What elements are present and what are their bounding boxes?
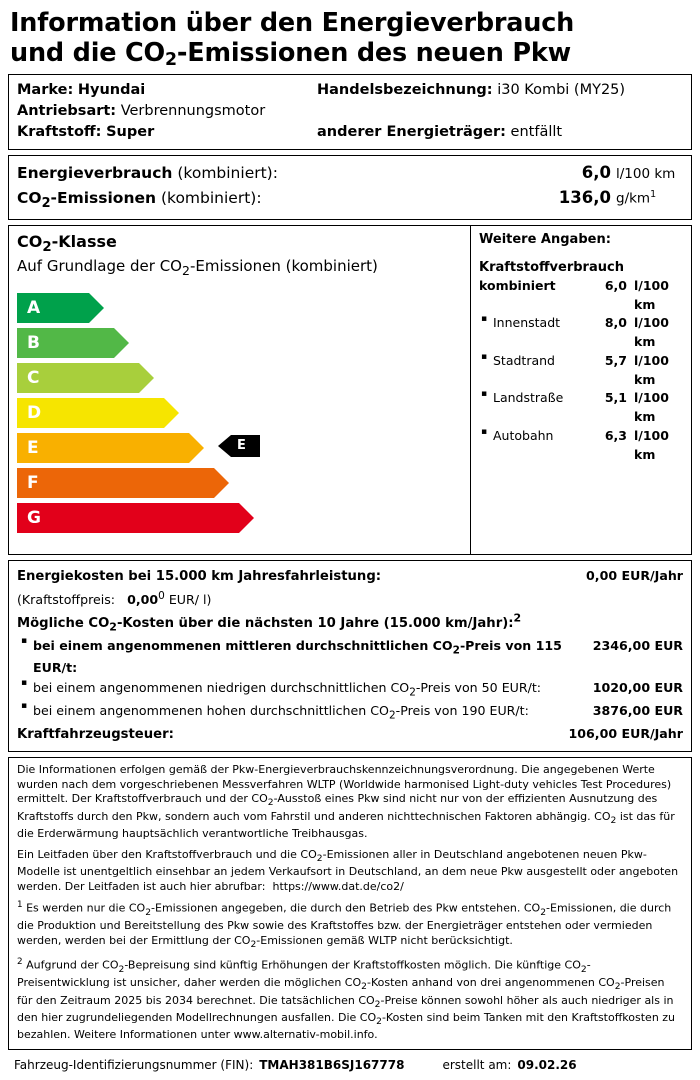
co2-class-bar-shape-g	[17, 503, 239, 533]
legal-p4-sub4: 2	[614, 981, 621, 993]
legal-p1-sub1: 2	[267, 797, 274, 809]
co2-emissionen-label-sub: 2	[41, 196, 51, 212]
legal-p4-c: -Preisentwicklung ist unsicher, daher werden die möglichen CO	[17, 958, 591, 990]
legal-p4-b: -Bepreisung sind künftig Erhöhungen der Kraftstoffkosten möglich. Die künftige CO	[124, 958, 581, 972]
moegliche-label-a: Mögliche CO	[17, 615, 110, 631]
legal-p3-sup: 1	[17, 900, 23, 911]
further-details	[471, 226, 691, 554]
co2-class-bar-shape-d	[17, 398, 164, 428]
page-title-line1: Information über den Energieverbrauch	[10, 8, 575, 38]
co2-class-scale	[9, 226, 471, 554]
scenario-label: ▪ bei einem angenommenen hohen durchschnittlichen $CO_2$-Preis von 190 EUR/t:	[17, 701, 593, 724]
co2-class-title-b: -Klasse	[51, 232, 117, 252]
co2-unit-footnote: 1	[650, 189, 657, 201]
marke-value: Hyundai	[77, 82, 146, 99]
fuel-row-autobahn	[479, 427, 685, 465]
scenario-label: ▪ bei einem angenommenen niedrigen durchschnittlichen $CO_2$-Preis von 50 EUR/t:	[17, 678, 593, 701]
legal-p1-c: ist das für die Erderwärmung hauptsächlich verantwortliche Treibhausgas.	[17, 809, 675, 840]
legal-paragraph-1	[17, 763, 683, 842]
fuel-row-label: ▪ Autobahn	[479, 427, 593, 465]
co2-price-scenarios	[17, 636, 683, 724]
co2-class-subtitle-sub: 2	[182, 262, 190, 278]
legal-paragraph-2	[17, 848, 683, 895]
co2-class-block	[8, 225, 692, 555]
fuel-row-unit: l/100 km	[634, 315, 669, 350]
fuel-row-unit: l/100 km	[634, 390, 669, 425]
co2-class-title-a: CO	[17, 232, 43, 252]
legal-p3-a: Es werden nur die CO	[22, 901, 146, 915]
legal-p4-sub2: 2	[580, 964, 587, 976]
fuel-row-unit: l/100 km	[634, 427, 669, 462]
co2-class-subtitle-b: -Emissionen (kombiniert)	[189, 256, 378, 275]
legal-p4-sub5: 2	[374, 998, 381, 1010]
co2-price-scenario-1	[17, 636, 683, 678]
co2-class-subtitle-a: Auf Grundlage der CO	[17, 256, 182, 275]
co2-class-bar-g	[17, 502, 462, 534]
co2-price-scenario-3	[17, 701, 683, 724]
kraftstoffpreis-value-sup: 0	[158, 589, 165, 602]
consumption-block	[8, 155, 692, 220]
co2-class-bar-label: G	[27, 507, 41, 528]
co2-price-scenario-2	[17, 678, 683, 701]
co2-class-bar-label: C	[27, 367, 40, 388]
fuel-row-label: ▪ Stadtrand	[479, 352, 593, 390]
co2-class-bar-label: D	[27, 402, 42, 423]
co2-class-bar-label: F	[27, 472, 39, 493]
legal-p3-b: -Emissionen angegeben, die durch den Betrieb des Pkw entstehen. CO	[151, 901, 541, 915]
costs-block	[8, 560, 692, 752]
handelsbezeichnung-label: Handelsbezeichnung:	[317, 82, 493, 99]
co2-emissionen-unit	[611, 188, 683, 209]
page-title-sub: 2	[165, 50, 177, 71]
kraftstoffpreis-unit: EUR/	[168, 592, 200, 608]
co2-class-selected-marker	[231, 434, 260, 457]
moegliche-label-b: -Kosten über die nächsten 10 Jahre (15.000 km/Jahr):	[116, 615, 514, 631]
co2-emissionen-label-b: -Emissionen	[50, 188, 157, 207]
legal-p2-sub: 2	[316, 852, 323, 864]
legal-p3-d: -Emissionen gemäß WLTP nicht berücksichtigt.	[256, 933, 513, 947]
fuel-row-unit: l/100 km	[634, 277, 669, 312]
vehicle-identity-block	[8, 74, 692, 150]
co2-emissionen-value: 136,0	[558, 187, 611, 207]
co2-class-bar-label: B	[27, 332, 40, 353]
created-value: 09.02.26	[517, 1058, 577, 1073]
energieverbrauch-unit: l/100 km	[616, 166, 676, 183]
fuel-row-unit: l/100 km	[634, 352, 669, 387]
kfz-steuer-label: Kraftfahrzeugsteuer:	[17, 726, 174, 742]
legal-p2-a: Ein Leitfaden über den Kraftstoffverbrauch und die CO	[17, 847, 317, 861]
fuel-row-landstrae	[479, 389, 685, 427]
co2-class-bar-label: E	[27, 437, 39, 458]
co2-class-selected-label: E	[237, 438, 246, 454]
kraftstoff-label: Kraftstoff:	[17, 124, 102, 141]
legal-p4-sup: 2	[17, 957, 23, 968]
fuel-row-innenstadt	[479, 314, 685, 352]
energiekosten-value: 0,00 EUR/Jahr	[586, 568, 683, 584]
fin-label: Fahrzeug-Identifizierungsnummer (FIN):	[14, 1058, 254, 1073]
kraftstoffpreis-label: (Kraftstoffpreis:	[17, 592, 116, 608]
co2-class-bar-shape-e	[17, 433, 189, 463]
co2-class-bar-shape-b	[17, 328, 114, 358]
legal-p1-a: Die Informationen erfolgen gemäß der Pkw-Energieverbrauchskennzeichnungsverordnung. Die angegebenen Werte wurden nach dem vorgeschriebenen Messverfahren WLTP (Worldwide harmonised Light-duty vehicles Test Procedures) ermittelt. Der Kraftstoffverbrauch und der CO	[17, 762, 672, 806]
antriebsart-label: Antriebsart:	[17, 103, 117, 120]
kraftstoff-value: Super	[106, 124, 155, 141]
dat-leitfaden-link[interactable]: https://www.dat.de/co2/	[272, 879, 404, 893]
legal-p3-c: -Emissionen, die durch die Produktion und Bereitstellung des Pkw sowie des Kraftstoffes bzw. der Energieträger entstehen oder vermieden werden, werden bei der Ermittlung der CO	[17, 901, 672, 947]
scenario-amount: 3876,00 EUR	[592, 702, 683, 718]
row-energiekosten	[17, 566, 683, 587]
row-kraftfahrzeugsteuer	[17, 724, 683, 745]
legal-p4-d: -Kosten anhand von drei angenommenen CO	[366, 976, 615, 990]
legal-p4-sub1: 2	[118, 964, 125, 976]
kraftstoffpreis-unit2: l)	[203, 592, 212, 608]
energiekosten-label: Energiekosten bei 15.000 km Jahresfahrleistung:	[17, 569, 382, 585]
fuel-row-value: 5,7	[604, 352, 627, 368]
handelsbezeichnung-value: i30 Kombi (MY25)	[497, 82, 626, 99]
legal-block	[8, 757, 692, 1050]
energieverbrauch-label: Energieverbrauch	[17, 164, 173, 183]
legal-p4-e: -Preisen für den Zeitraum 2025 bis 2034 berechnet. Die tatsächlichen CO	[17, 976, 665, 1007]
fuel-row-label: kombiniert	[479, 277, 556, 293]
legal-p3-sub1: 2	[145, 907, 152, 919]
identity-row-antriebsart	[17, 101, 683, 122]
legal-p3-sub2: 2	[540, 907, 547, 919]
identity-row-kraftstoff	[17, 122, 683, 143]
legal-p4-a: Aufgrund der CO	[22, 958, 119, 972]
page-title-line2-b: -Emissionen des neuen Pkw	[176, 38, 572, 69]
fuel-row-label: ▪ Landstraße	[479, 389, 593, 427]
kraftstoffpreis-value: 0,00	[127, 592, 159, 608]
fuel-row-stadtrand	[479, 352, 685, 390]
legal-p2-b: -Emissionen aller in Deutschland angebotenen neuen Pkw-Modelle ist unentgeltlich einsehbar an jedem Verkaufsort in Deutschland, an dem neue Pkw ausgestellt oder angeboten werden. Der Leitfaden ist auch hier abrufbar:	[17, 847, 679, 893]
fuel-row-label: ▪ Innenstadt	[479, 314, 593, 352]
legal-footnote-2	[17, 957, 683, 1043]
legal-p4-sub3: 2	[361, 981, 367, 993]
marke-label: Marke:	[17, 82, 74, 99]
energieverbrauch-label-suffix: (kombiniert):	[177, 164, 278, 183]
co2-class-bar-a	[17, 292, 462, 324]
scenario-amount: 2346,00 EUR	[592, 637, 683, 653]
moegliche-label-sup: 2	[513, 611, 522, 625]
page-title	[10, 8, 690, 71]
co2-class-bar-list	[17, 292, 462, 534]
co2-class-bar-shape-f	[17, 468, 214, 498]
co2-class-bar-c	[17, 362, 462, 394]
legal-p1-b: -Ausstoß eines Pkw sind nicht nur von der effizienten Ausnutzung des Kraftstoffs durch den Pkw, sondern auch vom Fahrstil und anderen nichttechnischen Faktoren abhängig. CO	[17, 792, 658, 823]
co2-emissionen-label-c: (kombiniert):	[160, 188, 262, 207]
co2-class-bar-label: A	[27, 297, 41, 318]
fuel-consumption-rows	[479, 277, 685, 465]
moegliche-label-sub: 2	[109, 620, 117, 634]
legal-footnote-1	[17, 900, 683, 951]
co2-class-bar-f	[17, 467, 462, 499]
fuel-row-kombiniert	[479, 277, 685, 315]
antriebsart-value: Verbrennungsmotor	[120, 103, 266, 120]
row-energieverbrauch	[17, 161, 683, 186]
fuel-row-value: 5,1	[604, 390, 627, 406]
anderer-energietraeger-value: entfällt	[510, 124, 563, 141]
row-co2-emissionen	[17, 186, 683, 213]
co2-class-bar-d	[17, 397, 462, 429]
legal-p4-f: -Preise können sowohl höher als auch niedriger als in den hier zugrundeliegenden Modellrechnungen ausfallen. Die CO	[17, 993, 674, 1025]
co2-class-bar-shape-c	[17, 363, 139, 393]
co2-class-title-sub: 2	[42, 240, 52, 256]
co2-emissionen-label-a: CO	[17, 188, 42, 207]
scenario-amount: 1020,00 EUR	[592, 679, 683, 695]
legal-p1-sub2: 2	[610, 814, 617, 826]
fuel-consumption-heading: Kraftstoffverbrauch	[479, 260, 624, 276]
scenario-label: ▪ bei einem angenommenen mittleren durchschnittlichen $CO_2$-Preis von 115 EUR/t:	[17, 636, 593, 678]
energieverbrauch-value: 6,0	[581, 163, 611, 183]
created-label: erstellt am:	[442, 1058, 512, 1073]
kfz-steuer-value: 106,00 EUR/Jahr	[568, 725, 683, 741]
legal-p3-sub3: 2	[250, 939, 257, 951]
identity-row-marke	[17, 80, 683, 101]
row-kraftstoffpreis	[17, 588, 683, 610]
row-moegliche-co2-kosten	[17, 610, 683, 636]
legal-p4-g: -Kosten sind beim Tanken mit den Kraftstoffkosten zu bezahlen. Weitere Informationen unter www.alternativ-mobil.info.	[17, 1011, 676, 1042]
fuel-row-value: 8,0	[604, 315, 627, 331]
document-footer	[8, 1055, 692, 1072]
anderer-energietraeger-label: anderer Energieträger:	[317, 124, 506, 141]
fin-value: TMAH381B6SJ167778	[259, 1058, 405, 1073]
co2-class-title	[17, 232, 462, 255]
further-details-heading: Weitere Angaben:	[479, 232, 611, 248]
fuel-row-value: 6,0	[604, 277, 627, 293]
co2-class-bar-b	[17, 327, 462, 359]
fuel-row-value: 6,3	[604, 427, 627, 443]
co2-class-subtitle	[17, 257, 462, 278]
co2-unit-text: g/km	[616, 190, 651, 207]
page-title-line2-a: und die CO	[10, 38, 165, 69]
co2-class-bar-shape-a	[17, 293, 89, 323]
legal-p4-sub6: 2	[376, 1016, 382, 1028]
